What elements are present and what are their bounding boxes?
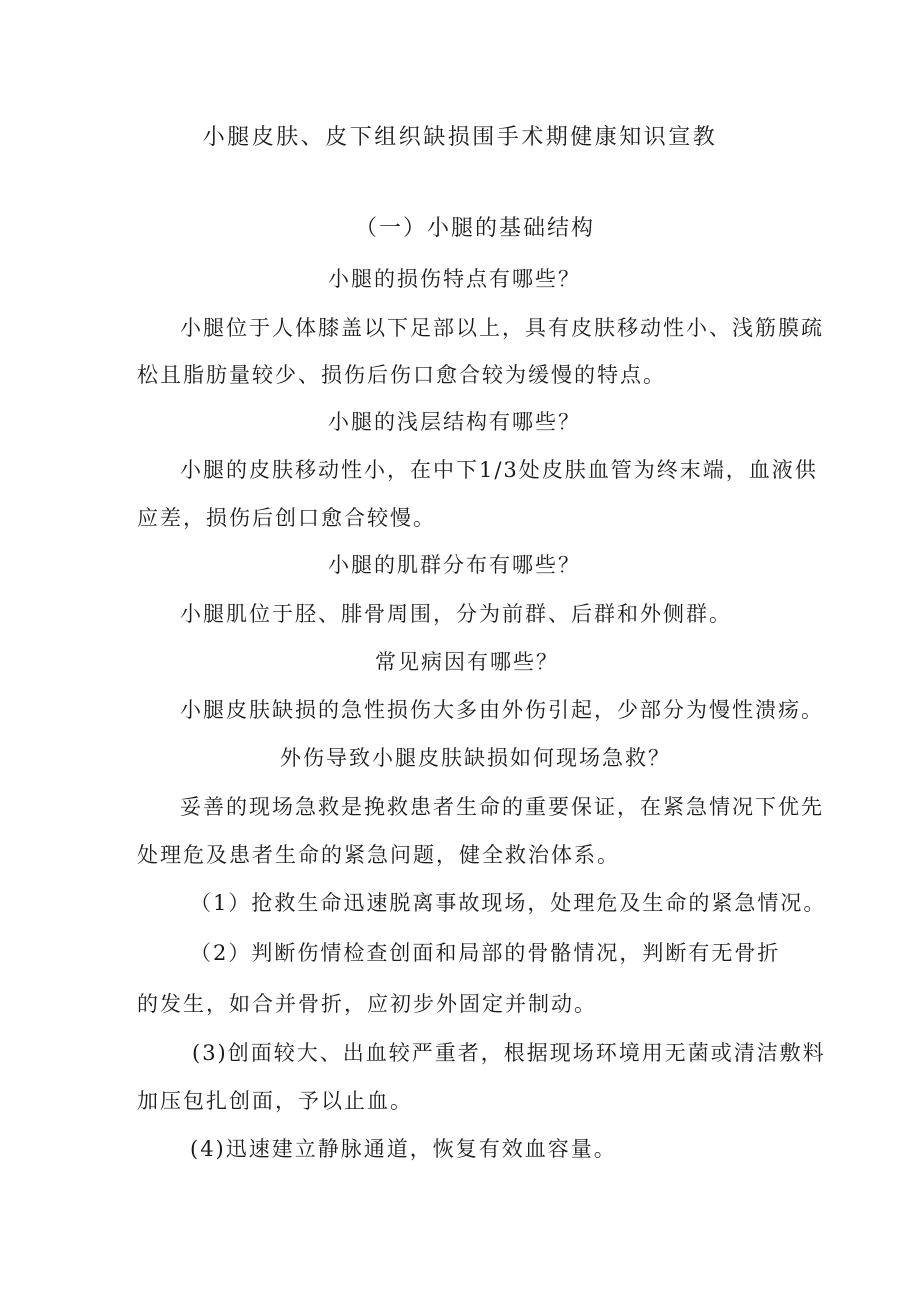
answer-superficial-structure-line1: 小腿的皮肤移动性小，在中下1/3处皮肤血管为终末端，血液供 <box>180 458 818 482</box>
answer-first-aid-line2: 处理危及患者生命的紧急问题，健全救治体系。 <box>137 843 620 867</box>
question-injury-features: 小腿的损伤特点有哪些？ <box>328 267 581 291</box>
first-aid-step-2-line2: 的发生，如合并骨折，应初步外固定并制动。 <box>137 992 597 1016</box>
first-aid-step-4: (4)迅速建立静脉通道，恢复有效血容量。 <box>190 1137 617 1161</box>
document-title: 小腿皮肤、皮下组织缺损围手术期健康知识宣教 <box>202 125 718 150</box>
first-aid-step-1: （1）抢救生命迅速脱离事故现场，处理危及生命的紧急情况。 <box>190 891 827 915</box>
question-muscle-groups: 小腿的肌群分布有哪些？ <box>328 553 581 577</box>
question-superficial-structure: 小腿的浅层结构有哪些？ <box>328 410 581 434</box>
answer-injury-features-line2: 松且脂肪量较少、损伤后伤口愈合较为缓慢的特点。 <box>137 363 666 387</box>
section-heading: （一）小腿的基础结构 <box>355 216 596 241</box>
first-aid-step-3-line2: 加压包扎创面，予以止血。 <box>137 1089 413 1113</box>
question-first-aid: 外伤导致小腿皮肤缺损如何现场急救？ <box>280 746 671 770</box>
first-aid-step-2-line1: （2）判断伤情检查创面和局部的骨骼情况，判断有无骨折 <box>190 941 781 965</box>
question-common-causes: 常见病因有哪些？ <box>375 650 559 674</box>
answer-injury-features-line1: 小腿位于人体膝盖以下足部以上，具有皮肤移动性小、浅筋膜疏 <box>180 316 824 340</box>
answer-muscle-groups: 小腿肌位于胫、腓骨周围，分为前群、后群和外侧群。 <box>180 602 732 626</box>
first-aid-step-3-line1: (3)创面较大、出血较严重者，根据现场环境用无菌或清洁敷料 <box>192 1041 826 1065</box>
answer-common-causes: 小腿皮肤缺损的急性损伤大多由外伤引起，少部分为慢性溃疡。 <box>180 698 824 722</box>
answer-first-aid-line1: 妥善的现场急救是挽救患者生命的重要保证，在紧急情况下优先 <box>180 795 824 819</box>
answer-superficial-structure-line2: 应差，损伤后创口愈合较慢。 <box>137 506 436 530</box>
